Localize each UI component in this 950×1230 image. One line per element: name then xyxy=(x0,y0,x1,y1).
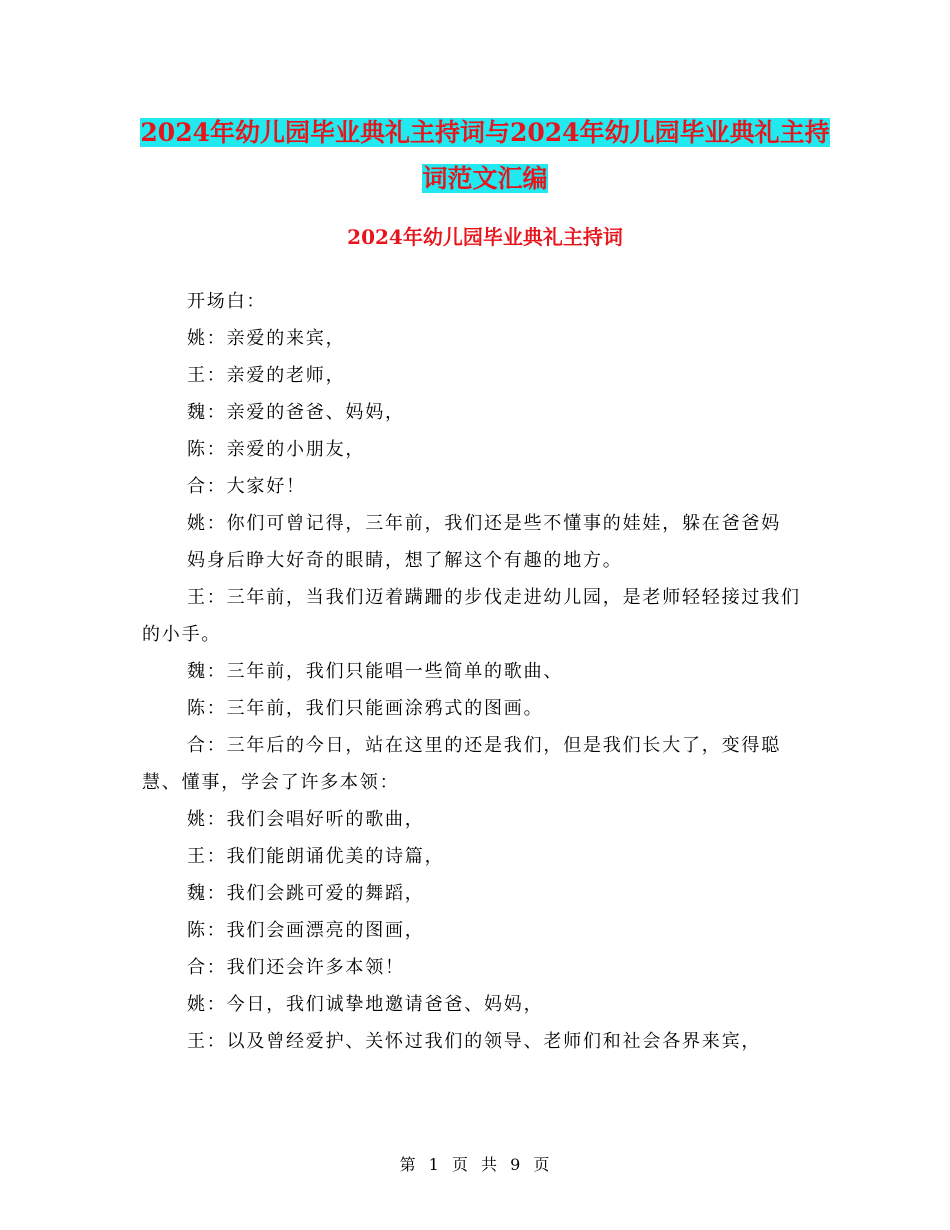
paragraph: 魏：三年前，我们只能唱一些简单的歌曲、 xyxy=(187,661,564,682)
paragraph: 姚：亲爱的来宾， xyxy=(187,328,346,349)
paragraph: 陈：亲爱的小朋友， xyxy=(187,439,366,460)
paragraph: 陈：三年前，我们只能画涂鸦式的图画。 xyxy=(187,698,544,719)
paragraph: 魏：亲爱的爸爸、妈妈， xyxy=(187,402,405,423)
paragraph: 王：以及曾经爱护、关怀过我们的领导、老师们和社会各界来宾， xyxy=(187,1031,762,1052)
paragraph: 王：三年前，当我们迈着蹒跚的步伐走进幼儿园，是老师轻轻接过我们的小手。 xyxy=(142,587,801,645)
paragraph: 王：亲爱的老师， xyxy=(187,365,346,386)
page-footer: 第 1 页 共 9 页 xyxy=(399,1155,551,1174)
paragraph: 合：三年后的今日，站在这里的还是我们，但是我们长大了，变得聪慧、懂事，学会了许多本领： xyxy=(142,735,781,793)
paragraph: 姚：今日，我们诚挚地邀请爸爸、妈妈， xyxy=(187,994,544,1015)
paragraph: 合：大家好！ xyxy=(187,476,306,497)
paragraph: 王：我们能朗诵优美的诗篇， xyxy=(187,846,445,867)
document-title-text: 2024年幼儿园毕业典礼主持词与2024年幼儿园毕业典礼主持词范文汇编 xyxy=(140,118,830,193)
document-title xyxy=(140,110,830,202)
paragraph: 魏：我们会跳可爱的舞蹈， xyxy=(187,883,425,904)
paragraph: 合：我们还会许多本领！ xyxy=(187,957,405,978)
paragraph: 姚：我们会唱好听的歌曲， xyxy=(187,809,425,830)
paragraph: 陈：我们会画漂亮的图画， xyxy=(187,920,425,941)
document-body xyxy=(142,283,802,1060)
paragraph: 姚：你们可曾记得，三年前，我们还是些不懂事的娃娃，躲在爸爸妈 xyxy=(187,513,781,534)
paragraph: 开场白： xyxy=(187,291,267,312)
paragraph: 妈身后睁大好奇的眼睛，想了解这个有趣的地方。 xyxy=(187,550,623,571)
section-title: 2024年幼儿园毕业典礼主持词 xyxy=(347,225,623,249)
